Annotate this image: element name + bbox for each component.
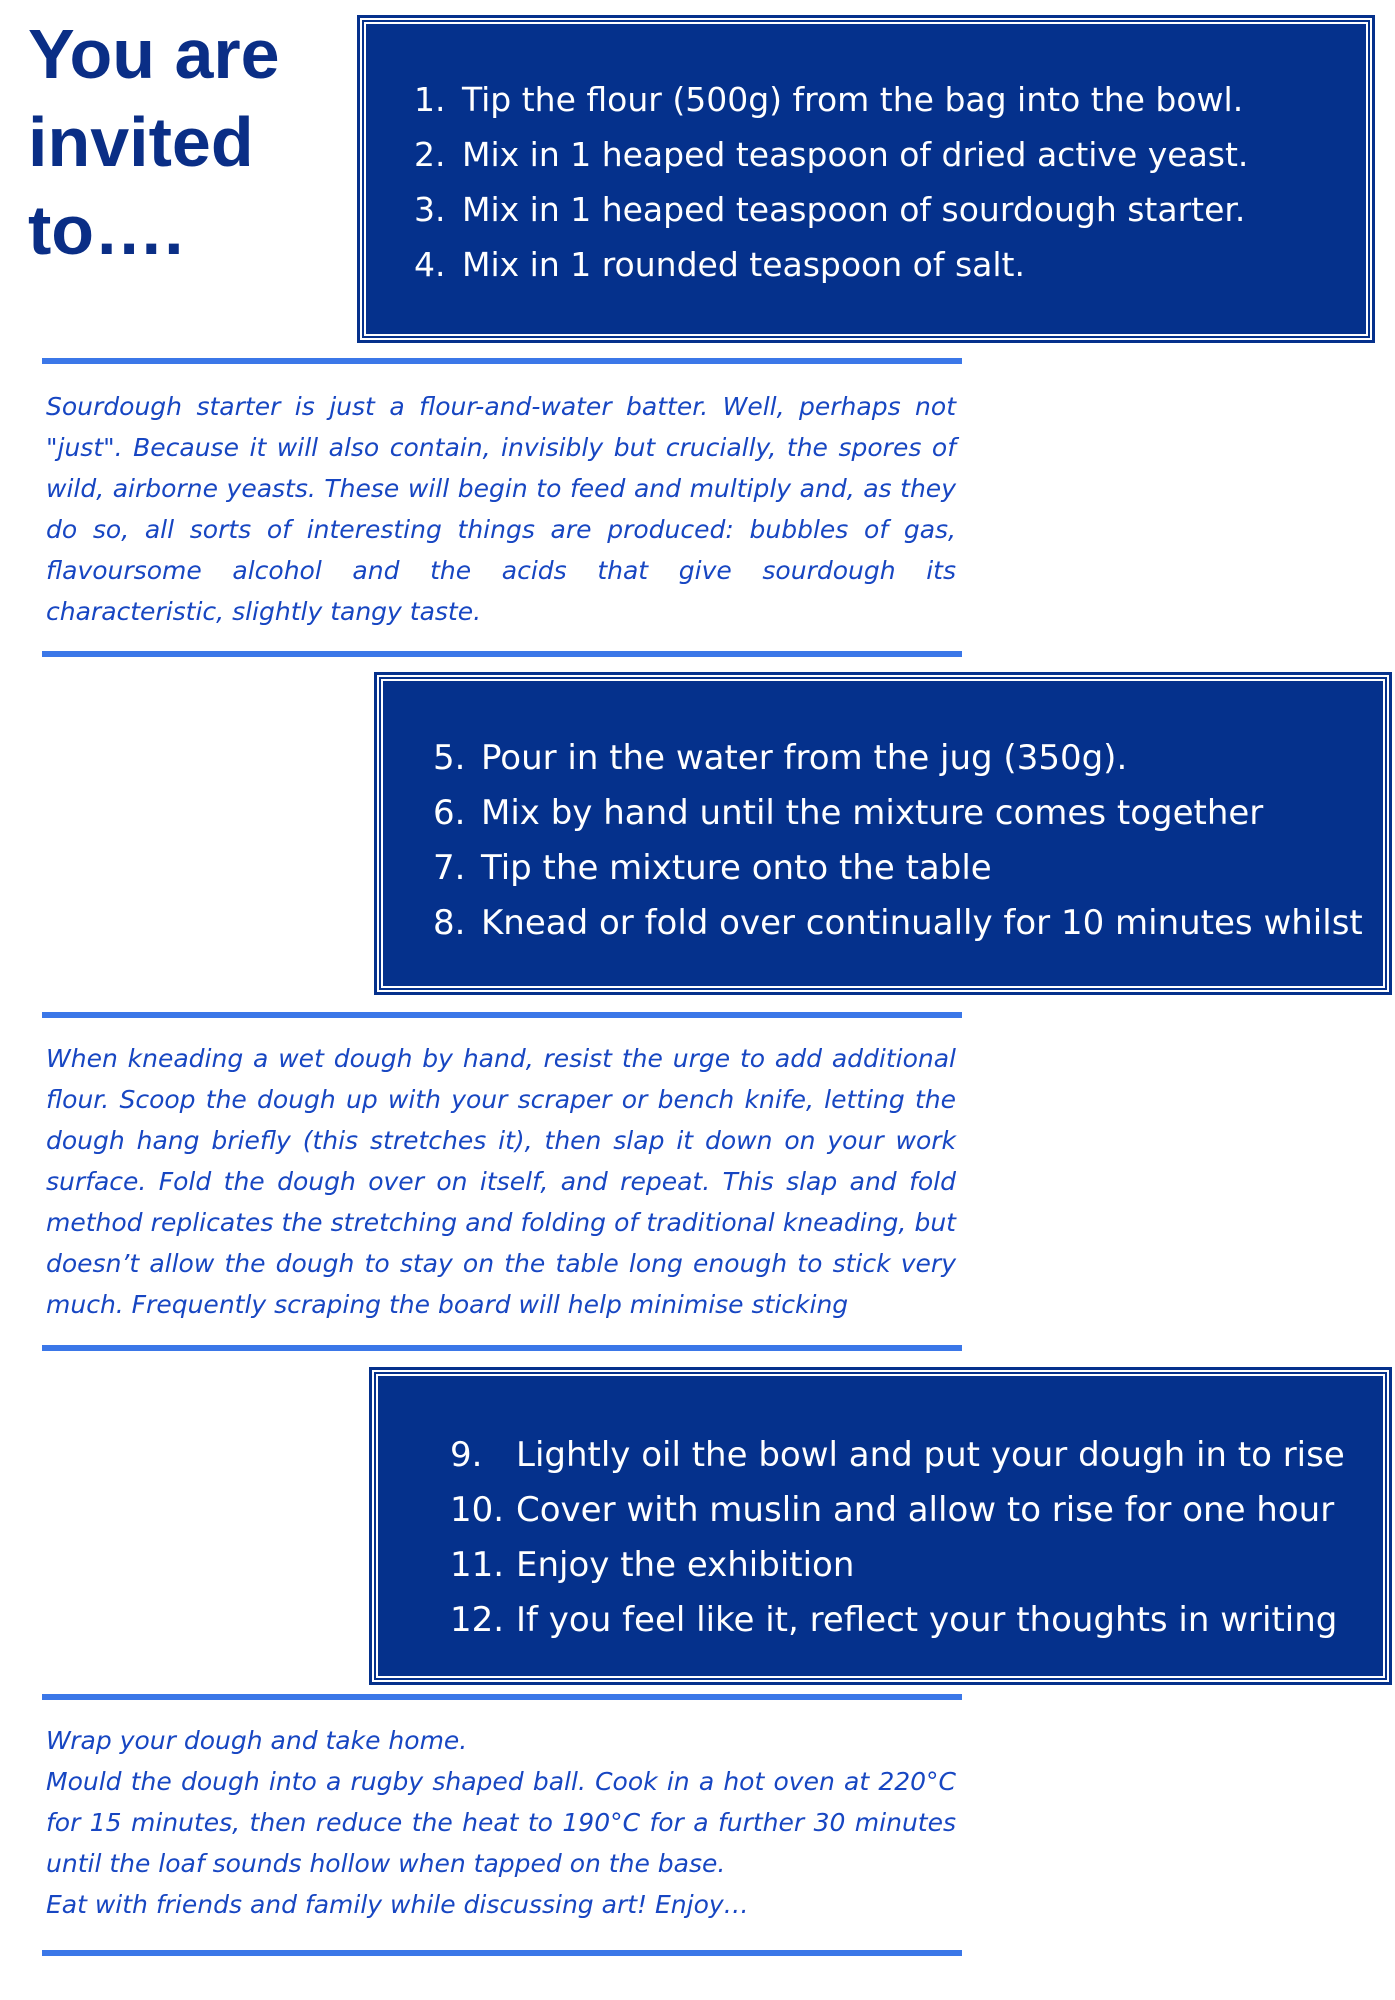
step-text: Mix in 1 heaped teaspoon of dried active yeast. <box>462 135 1249 174</box>
step-text: Mix in 1 rounded teaspoon of salt. <box>462 245 1025 284</box>
step-number: 3. <box>414 190 446 229</box>
step-number: 12. <box>450 1600 505 1640</box>
step-number: 1. <box>414 80 446 119</box>
step-text: Tip the flour (500g) from the bag into the bowl. <box>462 80 1244 119</box>
step-number: 2. <box>414 135 446 174</box>
note-text: When kneading a wet dough by hand, resist the urge to add additional flour. Scoop the dough up with your scraper or bench knife, letting the dough hang briefly (this stretches it), then slap it down on your work surface. Fold the dough over on itself, and repeat. This slap and fold method replicates the stretching and folding of traditional kneading, but doesn’t allow the dough to stay on the table long enough to stick very much. Frequently scraping the board will help minimise sticking <box>46 1044 956 1319</box>
step-number: 11. <box>450 1545 505 1585</box>
steps-box-2 <box>377 675 1389 992</box>
step-item <box>433 731 1363 786</box>
step-text: If you feel like it, reflect your thoughts in writing <box>516 1600 1338 1640</box>
note-line: Wrap your dough and take home. <box>46 1726 468 1755</box>
step-number: 8. <box>433 903 466 943</box>
step-text: Knead or fold over continually for 10 minutes whilst <box>481 903 1363 943</box>
note-kneading <box>46 1038 956 1325</box>
note-baking <box>46 1720 956 1925</box>
title-line-2: invited <box>28 103 254 181</box>
step-item <box>450 1593 1345 1648</box>
steps-box-3 <box>372 1370 1389 1682</box>
step-item <box>433 786 1363 841</box>
step-item <box>414 72 1248 127</box>
step-item <box>433 896 1363 951</box>
title-line-3: to…. <box>28 191 184 269</box>
step-item <box>450 1483 1345 1538</box>
step-text: Tip the mixture onto the table <box>481 848 992 888</box>
divider-rule <box>42 651 962 657</box>
divider-rule <box>42 1345 962 1351</box>
step-item <box>450 1538 1345 1593</box>
steps-list-2 <box>433 731 1363 951</box>
step-number: 5. <box>433 738 466 778</box>
divider-rule <box>42 1694 962 1700</box>
step-item <box>414 182 1248 237</box>
step-text: Enjoy the exhibition <box>516 1545 855 1585</box>
step-number: 7. <box>433 848 466 888</box>
steps-list-3 <box>450 1428 1345 1648</box>
note-sourdough-starter <box>46 386 956 632</box>
step-text: Mix in 1 heaped teaspoon of sourdough starter. <box>462 190 1246 229</box>
step-number: 4. <box>414 245 446 284</box>
step-item <box>450 1428 1345 1483</box>
title-line-1: You are <box>28 15 280 93</box>
step-number: 6. <box>433 793 466 833</box>
step-text: Mix by hand until the mixture comes together <box>481 793 1264 833</box>
note-text: Sourdough starter is just a flour-and-water batter. Well, perhaps not "just". Because it will also contain, invisibly but crucially, the spores of wild, airborne yeasts. These will begin to feed and multiply and, as they do so, all sorts of interesting things are produced: bubbles of gas, flavoursome alcohol and the acids that give sourdough its characteristic, slightly tangy taste. <box>46 392 956 626</box>
step-item <box>414 237 1248 292</box>
page-title <box>28 10 348 274</box>
step-text: Lightly oil the bowl and put your dough in to rise <box>516 1435 1345 1475</box>
divider-rule <box>42 1950 962 1956</box>
step-number: 10. <box>450 1490 505 1530</box>
note-line: Mould the dough into a rugby shaped ball. Cook in a hot oven at 220°C for 15 minutes, then reduce the heat to 190°C for a further 30 minutes until the loaf sounds hollow when tapped on the base. <box>46 1767 956 1878</box>
divider-rule <box>42 358 962 364</box>
step-item <box>433 841 1363 896</box>
note-line: Eat with friends and family while discussing art! Enjoy… <box>46 1890 749 1919</box>
step-text: Cover with muslin and allow to rise for one hour <box>516 1490 1335 1530</box>
steps-box-1 <box>360 18 1372 340</box>
step-number: 9. <box>450 1435 483 1475</box>
steps-list-1 <box>414 72 1248 292</box>
step-text: Pour in the water from the jug (350g). <box>481 738 1128 778</box>
step-item <box>414 127 1248 182</box>
divider-rule <box>42 1012 962 1018</box>
